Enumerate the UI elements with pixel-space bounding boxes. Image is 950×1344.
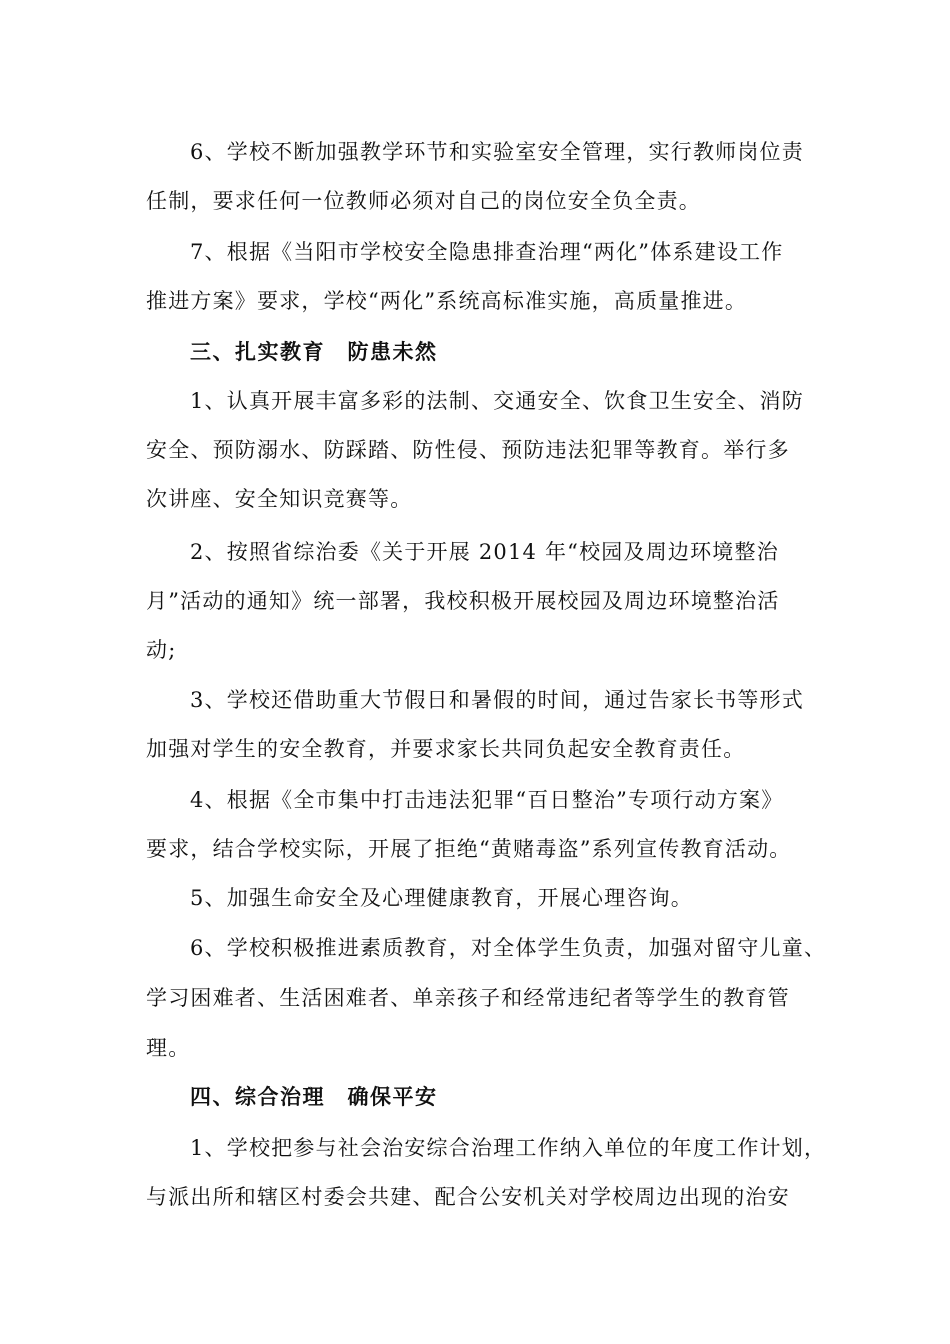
paragraph-line: 动; — [146, 638, 177, 662]
paragraph-line: 3、学校还借助重大节假日和暑假的时间，通过告家长书等形式 — [190, 688, 804, 712]
paragraph-line: 学习困难者、生活困难者、单亲孩子和经常违纪者等学生的教育管 — [146, 986, 790, 1010]
paragraph-line: 6、学校积极推进素质教育，对全体学生负责，加强对留守儿童、 — [190, 936, 827, 960]
paragraph-line: 2、按照省综治委《关于开展 2014 年“校园及周边环境整治 — [190, 540, 779, 564]
paragraph-line: 6、学校不断加强教学环节和实验室安全管理，实行教师岗位责 — [190, 140, 804, 164]
section-heading: 四、综合治理 确保平安 — [190, 1084, 438, 1109]
section-heading: 三、扎实教育 防患未然 — [190, 339, 438, 364]
paragraph-line: 加强对学生的安全教育，并要求家长共同负起安全教育责任。 — [146, 737, 746, 761]
paragraph-line: 7、根据《当阳市学校安全隐患排查治理“两化”体系建设工作 — [190, 240, 784, 264]
paragraph-line: 5、加强生命安全及心理健康教育，开展心理咨询。 — [190, 886, 693, 910]
paragraph-line: 任制，要求任何一位教师必须对自己的岗位安全负全责。 — [146, 189, 701, 213]
paragraph-line: 与派出所和辖区村委会共建、配合公安机关对学校周边出现的治安 — [146, 1185, 790, 1209]
paragraph-line: 安全、预防溺水、防踩踏、防性侵、预防违法犯罪等教育。举行多 — [146, 438, 790, 462]
paragraph-line: 1、认真开展丰富多彩的法制、交通安全、饮食卫生安全、消防 — [190, 389, 804, 413]
paragraph-line: 4、根据《全市集中打击违法犯罪“百日整治”专项行动方案》 — [190, 788, 784, 812]
paragraph-line: 次讲座、安全知识竞赛等。 — [146, 487, 413, 511]
paragraph-line: 理。 — [146, 1036, 191, 1060]
paragraph-line: 月”活动的通知》统一部署，我校积极开展校园及周边环境整治活 — [146, 589, 780, 613]
paragraph-line: 1、学校把参与社会治安综合治理工作纳入单位的年度工作计划， — [190, 1136, 827, 1160]
paragraph-line: 推进方案》要求，学校“两化”系统高标准实施，高质量推进。 — [146, 289, 748, 313]
paragraph-line: 要求，结合学校实际，开展了拒绝“黄赌毒盗”系列宣传教育活动。 — [146, 837, 792, 861]
